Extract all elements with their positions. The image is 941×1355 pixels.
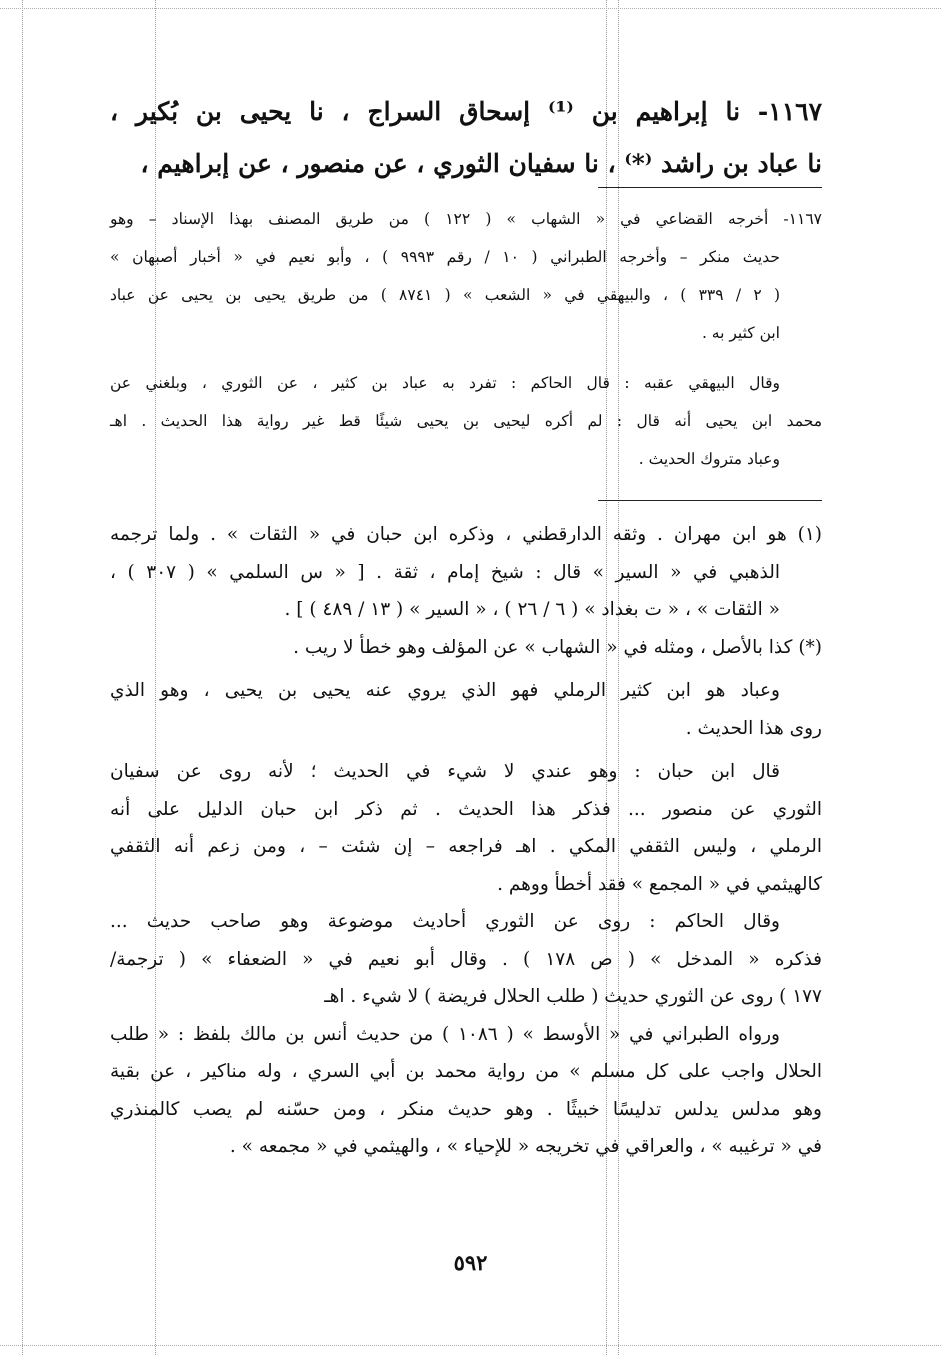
hadith-line: نا عباد بن راشد ⁽*⁾ ، نا سفيان الثوري ، عن منصور ، عن إبراهيم ، [140,149,822,178]
takhrij-line: ١١٦٧- أخرجه القضاعي في « الشهاب » ( ١٢٢ ) من طريق المصنف بهذا الإسناد – وهو [110,210,822,228]
note-line: روى هذا الحديث . [685,717,822,739]
note-line: الذهبي في « السير » قال : شيخ إمام ، ثقة . [ « س السلمي » ( ٣٠٧ ) ، [110,561,781,583]
scan-guide-left [22,0,23,1355]
note-line: الثوري عن منصور ... فذكر هذا الحديث . ثم ذكر ابن حبان الدليل على أنه [110,798,822,820]
note-line: قال ابن حبان : وهو عندي لا شيء في الحديث ؛ لأنه روى عن سفيان [110,761,780,782]
note-line: (١) هو ابن مهران . وثقه الدارقطني ، وذكره ابن حبان في « الثقات » . ولما ترجمه [110,524,822,545]
note-line: وقال الحاكم : روى عن الثوري أحاديث موضوعة وهو صاحب حديث ... [110,911,780,932]
note-line: فذكره « المدخل » ( ص ١٧٨ ) . وقال أبو نعيم في « الضعفاء » ( ترجمة/ [110,948,822,970]
note-line: وعباد هو ابن كثير الرملي فهو الذي يروي عنه يحيى بن يحيى ، وهو الذي [110,680,780,701]
separator-rule [598,500,822,501]
hadith-text [110,86,822,190]
takhrij-note [110,200,822,478]
takhrij-line: وعباد متروك الحديث . [638,450,780,468]
note-line: في « ترغيبه » ، والعراقي في تخريجه « للإحياء » ، والهيثمي في « مجمعه » . [229,1136,822,1157]
page-number: ٥٩٢ [453,1250,488,1275]
takhrij-line: ( ٢ / ٣٣٩ ) ، والبيهقي في « الشعب » ( ٨٧٤١ ) من طريق يحيى بن يحيى عن عباد [110,286,780,304]
takhrij-line: حديث منكر – وأخرجه الطبراني ( ١٠ / رقم ٩٩٩٣ ) ، وأبو نعيم في « أخبار أصبهان » [110,248,780,266]
note-line: الحلال واجب على كل مسلم » من رواية محمد بن أبي السري ، وله مناكير ، عن بقية [110,1061,822,1082]
separator-rule [598,187,822,188]
note-line: « الثقات » ، « ت بغداد » ( ٦ / ٢٦ ) ، « السير » ( ١٣ / ٤٨٩ ) ] . [284,599,780,620]
note-line: الرملي ، وليس الثقفي المكي . اهـ فراجعه – إن شئت – ، ومن زعم أنه الثقفي [110,836,822,857]
note-line: كالهيثمي في « المجمع » فقد أخطأ ووهم . [497,873,822,895]
hadith-line: ١١٦٧- نا إبراهيم بن ⁽¹⁾ إسحاق السراج ، نا يحيى بن بُكير ، [110,97,822,126]
note-line: وهو مدلس يدلس تدليسًا خبيثًا . وهو حديث منكر ، ومن حسّنه لم يصب كالمنذري [110,1098,822,1120]
note-line: ١٧٧ ) روى عن الثوري حديث ( طلب الحلال فريضة ) لا شيء . اهـ [324,986,822,1007]
takhrij-line: محمد ابن يحيى أنه قال : لم أكره ليحيى بن يحيى شيئًا قط غير رواية هذا الحديث . اهـ [110,412,822,430]
scan-guide-bottom [0,1345,941,1346]
note-line: ورواه الطبراني في « الأوسط » ( ١٠٨٦ ) من حديث أنس بن مالك بلفظ : « طلب [110,1023,780,1045]
editor-notes [110,516,822,1166]
note-line: (*) كذا بالأصل ، ومثله في « الشهاب » عن المؤلف وهو خطأ لا ريب . [293,636,822,658]
takhrij-line: ابن كثير به . [701,324,780,342]
takhrij-line: وقال البيهقي عقبه : قال الحاكم : تفرد به عباد بن كثير ، عن الثوري ، وبلغني عن [110,374,780,392]
scan-guide-top [0,8,941,9]
